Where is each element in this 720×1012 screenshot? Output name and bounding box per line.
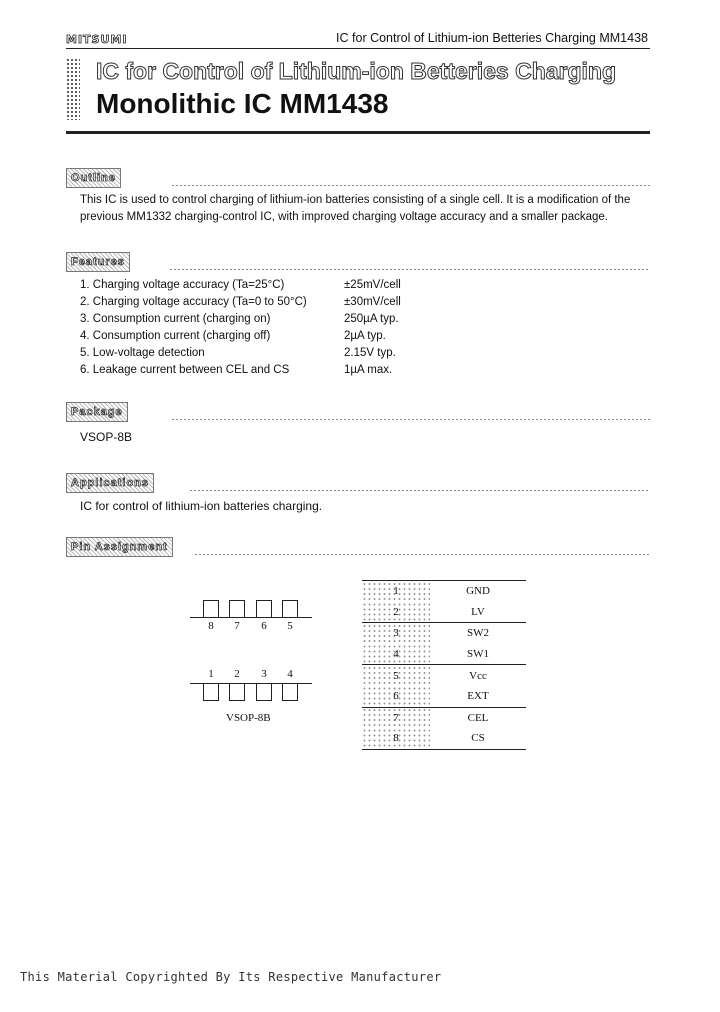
- feature-label: 6. Leakage current between CEL and CS: [80, 364, 290, 376]
- page-title: Monolithic IC MM1438: [96, 88, 389, 119]
- feature-label: 3. Consumption current (charging on): [80, 313, 271, 325]
- document-title: IC for Control of Lithium-ion Betteries Charging MM1438: [336, 31, 648, 45]
- chip-pin: [282, 684, 298, 701]
- table-row: [362, 728, 526, 749]
- pin-table-number: 5: [362, 665, 430, 686]
- pin-number: 2: [234, 668, 240, 680]
- section-divider: [172, 185, 650, 186]
- pin-table-number: 7: [362, 707, 430, 728]
- feature-value: 1µA max.: [344, 364, 393, 376]
- pin-number: 6: [261, 620, 267, 632]
- table-row: [362, 644, 526, 665]
- pin-table-number: 8: [362, 728, 430, 749]
- feature-value: ±30mV/cell: [344, 296, 401, 308]
- pin-number: 8: [208, 620, 214, 632]
- title-rule: [66, 131, 650, 134]
- pin-number: 5: [287, 620, 293, 632]
- section-divider: [195, 554, 650, 555]
- section-divider: [190, 490, 650, 491]
- pin-table-name: LV: [471, 605, 485, 618]
- chip-pin: [229, 684, 245, 701]
- table-row: [362, 623, 526, 644]
- chip-diagram: [190, 600, 312, 684]
- package-text: VSOP-8B: [80, 430, 133, 444]
- pin-table-number: 2: [362, 602, 430, 623]
- feature-value: 2µA typ.: [344, 330, 386, 342]
- pin-table-number: 1: [362, 581, 430, 602]
- chip-pin: [256, 600, 272, 618]
- chip-body-edge: [190, 617, 312, 618]
- chip-pin: [203, 684, 219, 701]
- pin-number: 3: [261, 668, 267, 680]
- pin-table-number: 6: [362, 686, 430, 707]
- table-row: [362, 686, 526, 707]
- pin-number: 4: [287, 668, 293, 680]
- feature-value: ±25mV/cell: [344, 279, 401, 291]
- chip-bottom-pins: [190, 684, 312, 701]
- pin-table-name: SW1: [467, 648, 489, 661]
- chip-pin: [256, 684, 272, 701]
- copyright-footer: This Material Copyrighted By Its Respective Manufacturer: [20, 970, 442, 984]
- feature-value: 2.15V typ.: [344, 347, 396, 359]
- pin-number: 7: [234, 620, 240, 632]
- feature-label: 1. Charging voltage accuracy (Ta=25°C): [80, 279, 285, 291]
- pin-table-name: Vcc: [430, 665, 526, 686]
- pin-table: [362, 580, 526, 750]
- chip-caption: VSOP-8B: [226, 712, 271, 724]
- feature-label: 2. Charging voltage accuracy (Ta=0 to 50°C): [80, 296, 307, 308]
- pin-number: 1: [208, 668, 214, 680]
- applications-text: IC for control of lithium-ion batteries charging.: [80, 499, 323, 513]
- pin-table-name: SW2: [430, 623, 526, 644]
- section-divider: [172, 419, 650, 420]
- pin-table-name: GND: [430, 581, 526, 602]
- section-heading-applications: Applications: [66, 473, 154, 493]
- page-subtitle: IC for Control of Lithium-ion Betteries Charging: [96, 58, 617, 84]
- feature-label: 5. Low-voltage detection: [80, 347, 205, 359]
- pin-table-number: 3: [362, 623, 430, 644]
- chip-pin: [203, 600, 219, 618]
- feature-value: 250µA typ.: [344, 313, 399, 325]
- pin-table-name: CS: [471, 732, 485, 745]
- section-divider: [170, 269, 650, 270]
- section-heading-package: Package: [66, 402, 128, 422]
- table-row: [362, 581, 526, 602]
- pin-table-name: EXT: [467, 690, 489, 703]
- pin-table-number: 4: [362, 644, 430, 665]
- brand-logo: MITSUMI: [66, 33, 128, 46]
- outline-text: This IC is used to control charging of lithium-ion batteries consisting of a single cell. It is a modification of the previous MM1332 charging-control IC, with improved charging voltage accuracy and a smaller package.: [80, 194, 631, 223]
- table-row: [362, 602, 526, 623]
- table-row: [362, 665, 526, 686]
- title-decoration: [66, 58, 80, 120]
- feature-label: 4. Consumption current (charging off): [80, 330, 271, 342]
- section-heading-features: Features: [66, 252, 130, 272]
- chip-pin: [229, 600, 245, 618]
- section-heading-pin-assignment: Pin Assignment: [66, 537, 173, 557]
- pin-table-name: CEL: [430, 707, 526, 728]
- chip-pin: [282, 600, 298, 618]
- table-row: [362, 707, 526, 728]
- header-rule: [66, 48, 650, 49]
- section-heading-outline: Outline: [66, 168, 121, 188]
